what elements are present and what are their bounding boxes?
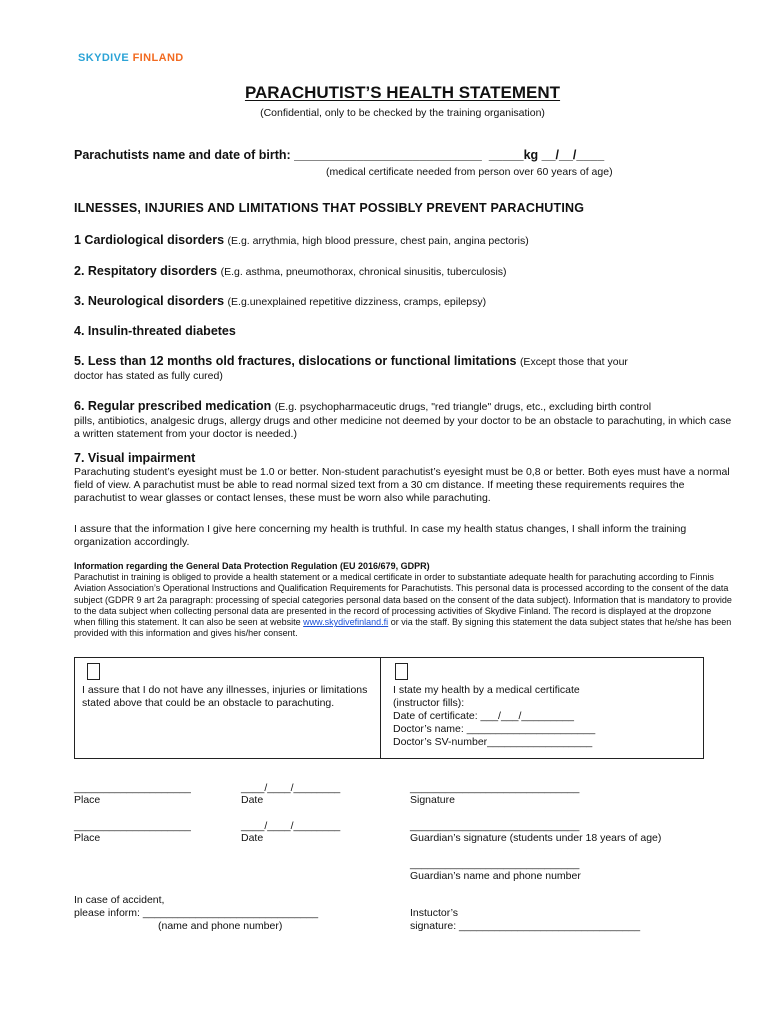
medical-certificate-details <box>393 684 693 749</box>
item-fractures-continuation: doctor has stated as fully cured) <box>74 370 223 382</box>
logo-finland: FINLAND <box>132 52 184 64</box>
logo-skydive: SKYDIVE <box>78 52 133 64</box>
certificate-line: (instructor fills): <box>393 697 465 709</box>
date-label-2: Date <box>241 832 264 844</box>
guardian-signature-line[interactable]: _____________________________ <box>410 820 580 832</box>
document-subtitle: (Confidential, only to be checked by the training organisation) <box>260 107 545 119</box>
skydive-finland-logo <box>78 52 184 64</box>
place-line-1[interactable]: ____________________ <box>74 782 191 794</box>
item-title: 7. Visual impairment <box>74 451 196 465</box>
item-example: (E.g.unexplained repetitive dizziness, cramps, epilepsy) <box>227 296 487 308</box>
instructor-label: Instuctor’s <box>410 907 459 919</box>
date-line-2[interactable]: ____/____/________ <box>241 820 341 832</box>
section-title: ILNESSES, INJURIES AND LIMITATIONS THAT POSSIBLY PREVENT PARACHUTING <box>74 201 585 215</box>
certificate-date-field[interactable]: Date of certificate: ___/___/_________ <box>393 710 574 722</box>
no-illness-text: I assure that I do not have any illnesses, injuries or limitations stated above that could be an obstacle to parachuting. <box>82 684 368 709</box>
item-title: 3. Neurological disorders <box>74 294 225 308</box>
name-birth-weight-field[interactable]: Parachutists name and date of birth: ___________________________ _____kg __/__/____ <box>74 148 605 162</box>
item-respiratory <box>74 264 507 278</box>
gdpr-text <box>74 572 734 640</box>
website-link[interactable]: www.skydivefinland.fi <box>303 617 389 628</box>
no-illness-checkbox[interactable] <box>87 663 100 680</box>
place-label-2: Place <box>74 832 101 844</box>
accident-label: In case of accident, <box>74 894 165 906</box>
place-label-1: Place <box>74 794 101 806</box>
item-title: 1 Cardiological disorders <box>74 233 225 247</box>
item-example: (E.g. psychopharmaceutic drugs, "red triangle" drugs, etc., excluding birth control <box>274 401 652 413</box>
item-title: 4. Insulin-threated diabetes <box>74 324 236 338</box>
date-line-1[interactable]: ____/____/________ <box>241 782 341 794</box>
certificate-note: (medical certificate needed from person over 60 years of age) <box>326 166 613 178</box>
certificate-line: I state my health by a medical certificate <box>393 684 580 696</box>
signature-line[interactable]: _____________________________ <box>410 782 580 794</box>
gdpr-text-before: Parachutist in training is obliged to provide a health statement or a medical certificate in order to substantiate adequate health for parachuting according to Finnis Aviation Association’s Operational Instructions and Qualification Requirements for Parachutists. This personal data is processed according to the consent of the data subject (GDPR 9 art 2a paragraph: processing of special categories personal data based on the consent of the data subject). Information that is mandatory to provide to the data subject when collecting personal data are presented in the record of processing activities of Skydive Finland. The record is displayed at the dropzone when filling this statement. It can also be seen at website <box>74 572 732 628</box>
health-option-box <box>74 657 704 759</box>
item-medication <box>74 399 651 413</box>
guardian-name-label: Guardian’s name and phone number <box>410 870 581 882</box>
item-medication-continuation: pills, antibiotics, analgesic drugs, allergy drugs and other medicine not deemed by your doctor to be an obstacle to parachuting, in which case a written statement from your doctor is needed.) <box>74 415 732 440</box>
item-visual <box>74 451 195 465</box>
signature-label: Signature <box>410 794 455 806</box>
doctor-name-field[interactable]: Doctor’s name: ______________________ <box>393 723 596 735</box>
item-neurological <box>74 294 486 308</box>
gdpr-text-after: or via the staff. By signing this statement the data subject states that he/she has been provided with this information and gives his/her consent. <box>74 617 732 639</box>
box-divider <box>380 658 381 758</box>
instructor-signature-field[interactable]: signature: _______________________________ <box>410 920 641 932</box>
item-example: (Except those that your <box>519 356 628 368</box>
item-title: 2. Respitatory disorders <box>74 264 218 278</box>
item-example: (E.g. arrythmia, high blood pressure, chest pain, angina pectoris) <box>227 235 529 247</box>
assurance-text: I assure that the information I give here concerning my health is truthful. In case my health status changes, I shall inform the training organization accordingly. <box>74 523 687 548</box>
item-example: (E.g. asthma, pneumothorax, chronical sinusitis, tuberculosis) <box>220 266 507 278</box>
doctor-sv-number-field[interactable]: Doctor’s SV-number__________________ <box>393 736 593 748</box>
place-line-2[interactable]: ____________________ <box>74 820 191 832</box>
item-visual-text: Parachuting student’s eyesight must be 1.0 or better. Non-student parachutist’s eyesight must be 0,8 or better. Both eyes must have a normal field of view. A parachutist must be able to read normal sized text from a 30 cm distance. If meeting these requirements requires the parachutist to wear glasses or contact lenses, these must be worn also while parachuting. <box>74 466 730 504</box>
date-label-1: Date <box>241 794 264 806</box>
gdpr-title: Information regarding the General Data Protection Regulation (EU 2016/679, GDPR) <box>74 561 430 571</box>
accident-contact-field[interactable]: please inform: ______________________________ <box>74 907 319 919</box>
item-fractures <box>74 354 628 368</box>
item-title: 5. Less than 12 months old fractures, dislocations or functional limitations <box>74 354 517 368</box>
item-title: 6. Regular prescribed medication <box>74 399 272 413</box>
accident-contact-hint: (name and phone number) <box>158 920 283 932</box>
guardian-name-line[interactable]: _____________________________ <box>410 858 580 870</box>
medical-certificate-checkbox[interactable] <box>395 663 408 680</box>
document-title: PARACHUTIST’S HEALTH STATEMENT <box>244 83 561 102</box>
item-diabetes <box>74 324 236 338</box>
item-cardiological <box>74 233 529 247</box>
guardian-signature-label: Guardian’s signature (students under 18 years of age) <box>410 832 662 844</box>
